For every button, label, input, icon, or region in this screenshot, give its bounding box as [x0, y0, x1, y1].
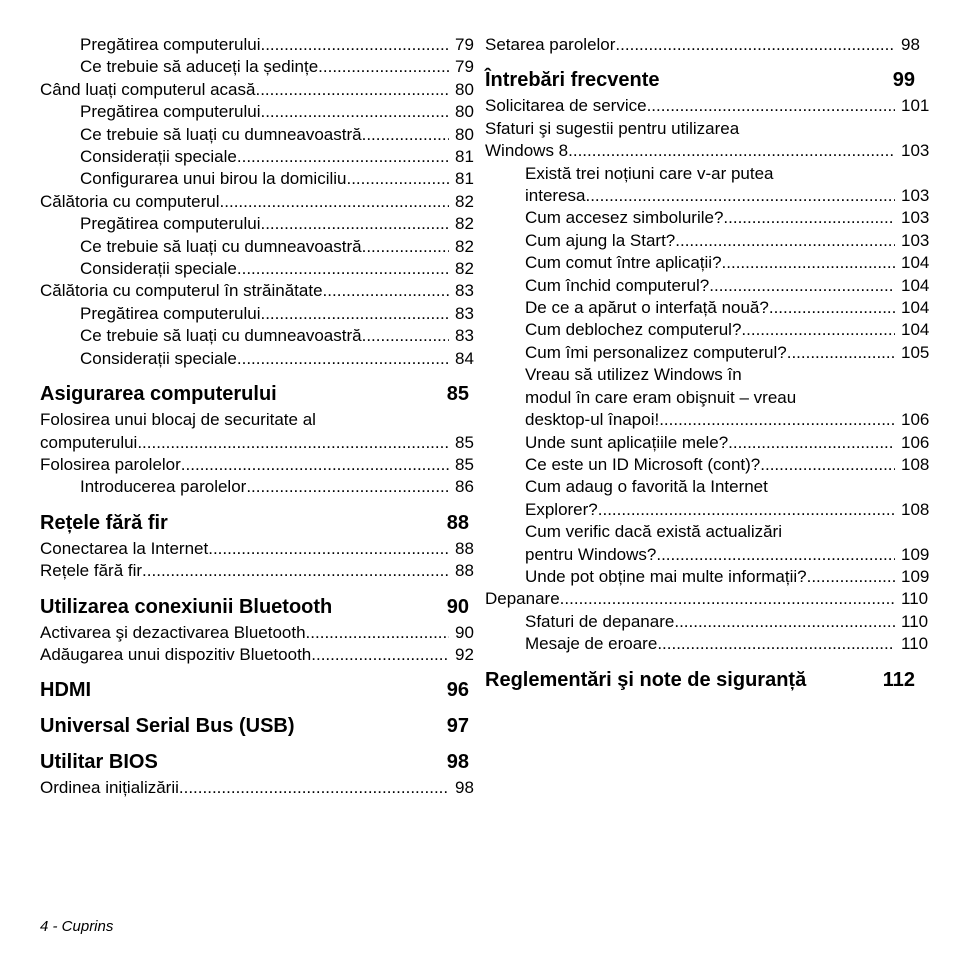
dot-leader	[598, 499, 895, 521]
toc-entry-title: Mesaje de eroare	[525, 634, 658, 654]
toc-entry[interactable]	[485, 342, 930, 364]
toc-page-number: 106	[901, 410, 930, 430]
toc-page-number: 105	[901, 342, 930, 362]
toc-entry-title: Considerații speciale	[80, 147, 237, 167]
toc-page-number: 103	[901, 230, 930, 250]
toc-section-heading[interactable]	[40, 714, 469, 738]
toc-entry[interactable]	[485, 409, 930, 431]
toc-page-number: 110	[901, 634, 929, 654]
toc-entry-title: Conectarea la Internet	[40, 538, 209, 558]
section-page-number: 97	[446, 715, 469, 738]
section-title: Asigurarea computerului	[40, 383, 277, 406]
toc-entry-text: Vreau să utilizez Windows în	[525, 365, 742, 385]
toc-entry-title: Sfaturi de depanare	[525, 611, 675, 631]
toc-entry-title: Folosirea parolelor	[40, 454, 181, 474]
toc-entry[interactable]	[40, 280, 474, 302]
dot-leader	[237, 348, 449, 370]
toc-entry-title: Pregătirea computerului	[80, 214, 261, 234]
dot-leader	[181, 454, 449, 476]
section-title: HDMI	[40, 679, 92, 702]
toc-entry-title: Pregătirea computerului	[80, 102, 261, 122]
toc-page-number: 83	[455, 303, 474, 323]
dot-leader	[615, 34, 895, 56]
dot-leader	[346, 168, 449, 190]
toc-entry-title: Considerații speciale	[80, 348, 237, 368]
toc-section-heading[interactable]	[40, 382, 469, 406]
dot-leader	[137, 432, 449, 454]
toc-entry-title: Când luați computerul acasă	[40, 79, 256, 99]
dot-leader	[208, 538, 449, 560]
toc-entry-title: Pregătirea computerului	[80, 303, 261, 323]
toc-entry-title: Ordinea inițializării	[40, 778, 179, 798]
dot-leader	[560, 588, 895, 610]
toc-right-column	[485, 34, 930, 695]
toc-entry[interactable]	[40, 476, 474, 498]
section-title: Rețele fără fir	[40, 511, 168, 534]
toc-page-number: 106	[901, 432, 930, 452]
toc-entry[interactable]	[40, 644, 474, 666]
toc-section-heading[interactable]	[40, 750, 469, 774]
dot-leader	[260, 303, 449, 325]
toc-left-column	[40, 34, 474, 800]
dot-leader	[255, 79, 449, 101]
toc-entry[interactable]	[40, 538, 474, 560]
toc-page-number: 80	[455, 79, 474, 99]
dot-leader	[142, 560, 449, 582]
toc-page-number: 80	[455, 102, 474, 122]
toc-page-number: 110	[901, 611, 929, 631]
dot-leader	[318, 56, 449, 78]
toc-page-number: 108	[901, 499, 930, 519]
section-page-number: 85	[446, 383, 469, 406]
dot-leader	[760, 454, 895, 476]
dot-leader	[585, 185, 895, 207]
toc-section-heading[interactable]	[485, 68, 915, 92]
toc-entry-text: Există trei noțiuni care v-ar putea	[525, 163, 774, 183]
dot-leader	[728, 432, 895, 454]
toc-entry-title: Solicitarea de service	[485, 96, 647, 116]
toc-entry-title: Unde sunt aplicațiile mele?	[525, 432, 729, 452]
section-page-number: 90	[446, 595, 469, 618]
dot-leader	[568, 140, 895, 162]
toc-entry-title: Considerații speciale	[80, 259, 237, 279]
toc-entry-title: Călătoria cu computerul	[40, 191, 220, 211]
toc-entry[interactable]	[485, 454, 930, 476]
dot-leader	[323, 280, 449, 302]
toc-entry[interactable]	[40, 258, 474, 280]
toc-section-heading[interactable]	[40, 678, 469, 702]
toc-entry-title: Cum comut între aplicații?	[525, 253, 722, 273]
toc-entry-title: Ce trebuie să aduceți la ședințe	[80, 57, 319, 77]
toc-entry[interactable]	[40, 560, 474, 582]
section-title: Reglementări şi note de siguranță	[485, 668, 807, 691]
toc-page-number: 98	[901, 35, 920, 54]
dot-leader	[246, 476, 449, 498]
toc-entry[interactable]	[485, 140, 930, 162]
dot-leader	[362, 124, 449, 146]
toc-page-number: 104	[901, 298, 930, 318]
toc-entry-title: Călătoria cu computerul în străinătate	[40, 281, 323, 301]
toc-entry-title: Windows 8	[485, 141, 569, 161]
toc-page-number: 104	[901, 275, 930, 295]
toc-entry[interactable]	[485, 34, 920, 56]
toc-entry[interactable]	[485, 544, 930, 566]
toc-entry[interactable]	[40, 325, 474, 347]
toc-entry[interactable]	[485, 275, 930, 297]
dot-leader	[723, 207, 895, 229]
toc-entry[interactable]	[40, 124, 474, 146]
dot-leader	[237, 146, 449, 168]
toc-section-heading[interactable]	[40, 595, 469, 619]
toc-page-number: 103	[901, 141, 930, 161]
toc-page-number: 103	[901, 208, 930, 228]
toc-page-number: 83	[455, 326, 474, 346]
dot-leader	[311, 644, 449, 666]
dot-leader	[659, 409, 895, 431]
toc-entry[interactable]	[40, 236, 474, 258]
toc-entry[interactable]	[40, 432, 474, 454]
toc-entry[interactable]	[40, 622, 474, 644]
dot-leader	[674, 611, 895, 633]
section-title: Utilizarea conexiunii Bluetooth	[40, 595, 333, 618]
toc-page-number: 104	[901, 320, 930, 340]
toc-page-number: 109	[901, 566, 930, 586]
toc-entry-title: Unde pot obține mai multe informații?	[525, 566, 807, 586]
toc-entry-title: Cum deblochez computerul?	[525, 320, 742, 340]
toc-entry[interactable]	[485, 230, 930, 252]
toc-entry-text: modul în care eram obişnuit – vreau	[525, 387, 797, 407]
toc-entry-title: Cum îmi personalizez computerul?	[525, 342, 787, 362]
toc-entry[interactable]	[40, 79, 474, 101]
toc-page-number: 92	[455, 644, 474, 664]
toc-entry-title: computerului	[40, 432, 138, 452]
toc-entry-title: Cum accesez simbolurile?	[525, 208, 724, 228]
dot-leader	[657, 633, 895, 655]
toc-page-number: 110	[901, 589, 929, 609]
toc-page-number: 108	[901, 454, 930, 474]
section-page-number: 112	[882, 668, 915, 691]
dot-leader	[741, 319, 895, 341]
toc-entry-title: Cum ajung la Start?	[525, 230, 676, 250]
dot-leader	[722, 252, 895, 274]
dot-leader	[260, 213, 449, 235]
toc-entry-title: Configurarea unui birou la domiciliu	[80, 169, 347, 189]
toc-page-number: 82	[455, 214, 474, 234]
toc-entry-title: Introducerea parolelor	[80, 477, 247, 497]
toc-page-number: 98	[455, 778, 474, 798]
toc-entry[interactable]	[40, 168, 474, 190]
section-page-number: 99	[892, 69, 915, 92]
page-footer: 4 - Cuprins	[40, 918, 114, 935]
section-title: Întrebări frecvente	[485, 69, 660, 92]
toc-page-number: 109	[901, 544, 930, 564]
section-title: Universal Serial Bus (USB)	[40, 715, 295, 738]
toc-page-number: 86	[455, 477, 474, 497]
section-page-number: 98	[446, 751, 469, 774]
toc-page-number: 101	[901, 96, 930, 116]
toc-entry-title: Ce trebuie să luați cu dumneavoastră	[80, 236, 362, 256]
toc-entry-title: Depanare	[485, 589, 560, 609]
toc-page-number: 79	[455, 35, 474, 54]
dot-leader	[260, 101, 449, 123]
toc-entry-text: Sfaturi şi sugestii pentru utilizarea	[485, 118, 740, 138]
toc-page-number: 82	[455, 191, 474, 211]
toc-entry[interactable]	[485, 499, 930, 521]
toc-entry[interactable]	[485, 252, 930, 274]
toc-entry-title: Ce trebuie să luați cu dumneavoastră	[80, 326, 362, 346]
dot-leader	[709, 275, 895, 297]
toc-page-number: 84	[455, 348, 474, 368]
toc-entry[interactable]	[485, 588, 929, 610]
toc-entry[interactable]	[485, 319, 930, 341]
toc-entry[interactable]	[485, 95, 930, 117]
dot-leader	[769, 297, 895, 319]
toc-entry-title: Ce este un ID Microsoft (cont)?	[525, 454, 761, 474]
toc-page-number: 79	[455, 57, 474, 77]
toc-page-number: 103	[901, 186, 930, 206]
toc-entry[interactable]	[40, 348, 474, 370]
toc-entry[interactable]	[40, 191, 474, 213]
toc-entry-title: Setarea parolelor	[485, 35, 616, 54]
toc-entry-title: De ce a apărut o interfață nouă?	[525, 298, 769, 318]
dot-leader	[787, 342, 895, 364]
toc-entry-title: Ce trebuie să luați cu dumneavoastră	[80, 124, 362, 144]
dot-leader	[179, 777, 449, 799]
toc-page-number: 88	[455, 561, 474, 581]
dot-leader	[675, 230, 895, 252]
dot-leader	[237, 258, 449, 280]
toc-entry-title: desktop-ul înapoi!	[525, 410, 660, 430]
toc-page-number: 85	[455, 432, 474, 452]
section-title: Utilitar BIOS	[40, 751, 158, 774]
dot-leader	[362, 236, 449, 258]
dot-leader	[656, 544, 895, 566]
toc-page-number: 104	[901, 253, 930, 273]
toc-entry-title: Cum închid computerul?	[525, 275, 710, 295]
toc-entry[interactable]	[40, 146, 474, 168]
toc-entry[interactable]	[40, 56, 474, 78]
toc-page-number: 80	[455, 124, 474, 144]
toc-entry[interactable]	[40, 213, 474, 235]
toc-entry[interactable]	[485, 633, 929, 655]
toc-entry-title: Adăugarea unui dispozitiv Bluetooth	[40, 644, 312, 664]
toc-entry-title: Activarea şi dezactivarea Bluetooth	[40, 622, 306, 642]
toc-entry[interactable]	[485, 611, 929, 633]
toc-section-heading[interactable]	[40, 511, 469, 535]
toc-entry-title: Rețele fără fir	[40, 561, 143, 581]
toc-section-heading[interactable]	[485, 668, 915, 692]
toc-page-number: 88	[455, 538, 474, 558]
toc-page-number: 85	[455, 454, 474, 474]
toc-page-number: 83	[455, 281, 474, 301]
toc-entry-title: pentru Windows?	[525, 544, 657, 564]
toc-entry[interactable]	[485, 432, 930, 454]
toc-entry-text: Folosirea unui blocaj de securitate al	[40, 410, 316, 430]
toc-entry[interactable]	[485, 207, 930, 229]
dot-leader	[807, 566, 895, 588]
toc-entry-title: Explorer?	[525, 499, 598, 519]
section-page-number: 88	[446, 511, 469, 534]
toc-entry[interactable]	[485, 185, 930, 207]
toc-entry[interactable]	[40, 34, 474, 56]
toc-entry[interactable]	[40, 101, 474, 123]
toc-entry[interactable]	[485, 566, 930, 588]
toc-page-number: 81	[455, 147, 474, 167]
dot-leader	[260, 34, 449, 56]
toc-entry[interactable]	[40, 777, 474, 799]
section-page-number: 96	[446, 679, 469, 702]
dot-leader	[362, 325, 449, 347]
toc-page-number: 82	[455, 236, 474, 256]
dot-leader	[220, 191, 449, 213]
toc-page-number: 82	[455, 259, 474, 279]
toc-entry-title: interesa	[525, 186, 586, 206]
dot-leader	[306, 622, 449, 644]
toc-page-number: 90	[455, 622, 474, 642]
toc-entry-text: Cum adaug o favorită la Internet	[525, 477, 768, 497]
toc-page-number: 81	[455, 169, 474, 189]
toc-entry[interactable]	[485, 297, 930, 319]
toc-entry[interactable]	[40, 454, 474, 476]
toc-entry[interactable]	[40, 303, 474, 325]
dot-leader	[647, 95, 895, 117]
toc-entry-text: Cum verific dacă există actualizări	[525, 522, 782, 542]
toc-entry-title: Pregătirea computerului	[80, 35, 261, 54]
